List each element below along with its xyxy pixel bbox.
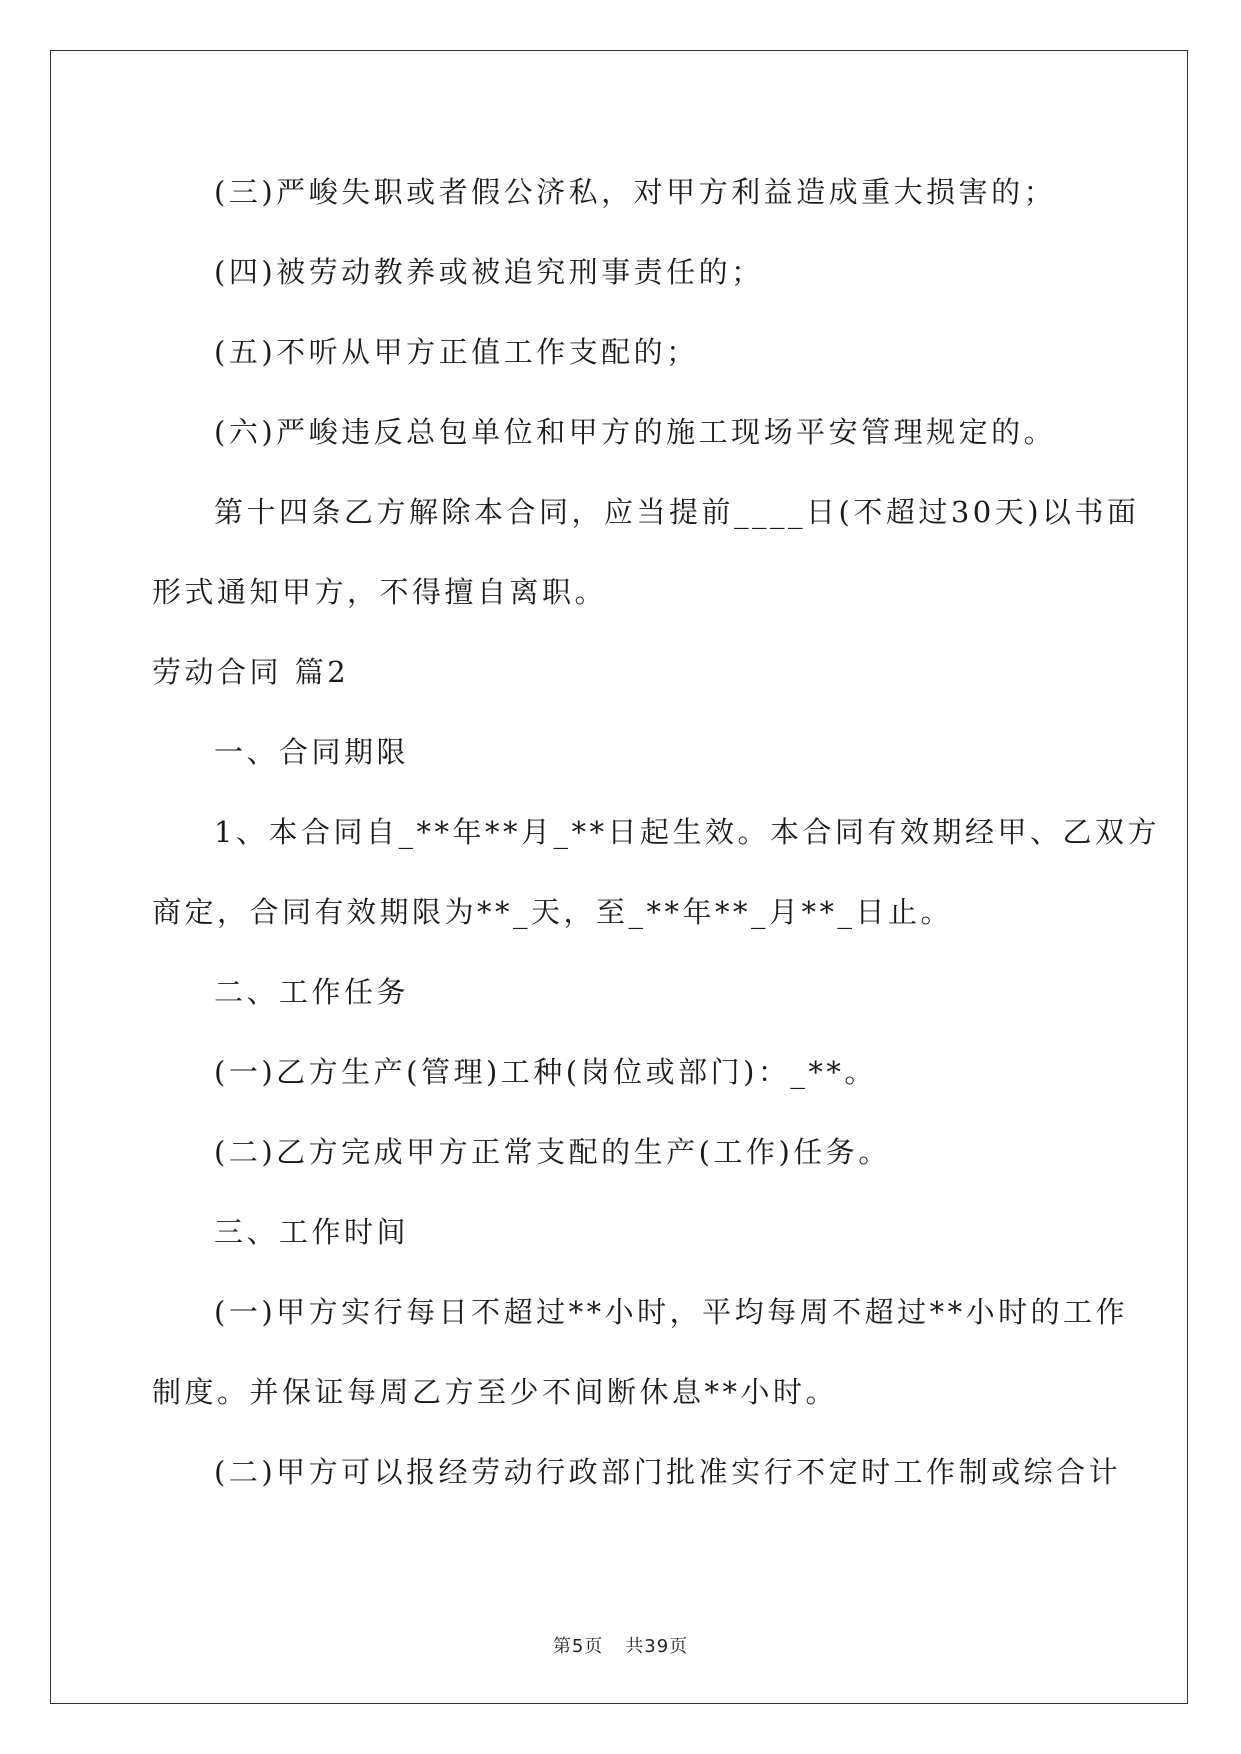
paragraph-line-10: 商定，合同有效期限为**_天，至_**年**_月**_日止。 bbox=[152, 895, 954, 929]
page-footer bbox=[0, 1632, 1241, 1658]
paragraph-line-17: (二)甲方可以报经劳动行政部门批准实行不定时工作制或综合计 bbox=[214, 1455, 1122, 1489]
paragraph-line-13: (二)乙方完成甲方正常支配的生产(工作)任务。 bbox=[214, 1135, 891, 1169]
paragraph-line-3: (五)不听从甲方正值工作支配的； bbox=[214, 335, 699, 369]
paragraph-line-4: (六)严峻违反总包单位和甲方的施工现场平安管理规定的。 bbox=[214, 415, 1057, 449]
paragraph-line-6: 形式通知甲方，不得擅自离职。 bbox=[152, 575, 608, 609]
footer-page-prefix: 第 bbox=[552, 1636, 572, 1657]
paragraph-line-1: (三)严峻失职或者假公济私，对甲方利益造成重大损害的； bbox=[214, 175, 1057, 209]
footer-total-prefix: 共 bbox=[625, 1636, 645, 1657]
paragraph-line-2: (四)被劳动教养或被追究刑事责任的； bbox=[214, 255, 764, 289]
paragraph-line-16: 制度。并保证每周乙方至少不间断休息**小时。 bbox=[152, 1375, 839, 1409]
paragraph-line-5: 第十四条乙方解除本合同，应当提前____日(不超过30天)以书面 bbox=[214, 495, 1140, 529]
footer-total-unit: 页 bbox=[669, 1636, 689, 1657]
paragraph-line-8: 一、合同期限 bbox=[214, 735, 410, 769]
paragraph-line-9: 1、本合同自_**年**月_**日起生效。本合同有效期经甲、乙双方 bbox=[214, 815, 1160, 849]
section-heading: 劳动合同 篇2 bbox=[152, 655, 350, 689]
paragraph-line-15: (一)甲方实行每日不超过**小时，平均每周不超过**小时的工作 bbox=[214, 1295, 1129, 1329]
paragraph-line-14: 三、工作时间 bbox=[214, 1215, 410, 1249]
paragraph-line-11: 二、工作任务 bbox=[214, 975, 410, 1009]
footer-page-current: 5 bbox=[571, 1636, 585, 1657]
paragraph-line-12: (一)乙方生产(管理)工种(岗位或部门)：_**。 bbox=[214, 1055, 877, 1089]
footer-page-unit: 页 bbox=[584, 1636, 604, 1657]
footer-page-total: 39 bbox=[644, 1636, 670, 1657]
